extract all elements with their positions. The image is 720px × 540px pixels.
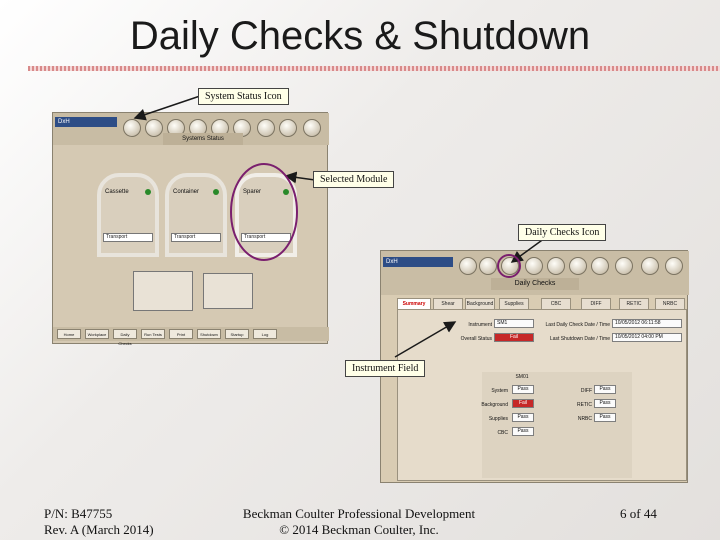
result-label: RETIC (577, 402, 592, 408)
module-status-box: Transport (171, 233, 221, 242)
window-title: Systems Status (163, 133, 243, 145)
footer-copyright (200, 506, 518, 538)
module-status-box: Transport (241, 233, 291, 242)
overall-status-label: Overall Status (460, 336, 492, 342)
result-value: Pass (594, 385, 616, 394)
result-value: Pass (594, 399, 616, 408)
organization: Beckman Coulter Professional Development (242, 506, 476, 521)
result-value: Pass (594, 413, 616, 422)
result-label: NRBC (577, 416, 592, 422)
app-logo: DxH (55, 117, 117, 127)
callout-selected-module: Selected Module (313, 171, 394, 188)
callout-system-status-icon: System Status Icon (198, 88, 289, 105)
last-daily-check-field: 10/05/2012 06:11:58 (612, 319, 682, 328)
window-title: Daily Checks (491, 278, 579, 290)
instrument-field[interactable]: SM1 (494, 319, 534, 328)
tab-retic[interactable]: RETIC (619, 298, 649, 309)
result-label: CBC (497, 430, 508, 436)
result-value: Fail (512, 399, 534, 408)
result-value: Pass (512, 413, 534, 422)
tab-summary[interactable]: Summary (397, 298, 431, 309)
bottom-button[interactable]: Home (57, 329, 81, 339)
app-logo: DxH (383, 257, 453, 267)
callout-instrument-field: Instrument Field (345, 360, 425, 377)
bottom-button[interactable]: Shutdown (197, 329, 221, 339)
tab-background[interactable]: Background (465, 298, 495, 309)
arrow-system-status (135, 96, 200, 118)
instrument-label: Instrument (468, 322, 492, 328)
result-label: Background (481, 402, 508, 408)
page-number: 6 of 44 (620, 506, 657, 521)
arrow-instrument-field (395, 322, 455, 357)
last-daily-check-label: Last Daily Check Date / Time (545, 322, 610, 328)
result-value: Pass (512, 385, 534, 394)
arrow-selected-module (286, 176, 315, 180)
tab-shear[interactable]: Shear (433, 298, 463, 309)
footer-part-number (44, 506, 154, 538)
module-label: Container (173, 189, 200, 195)
module-label: Sparer (243, 189, 262, 195)
bottom-button[interactable]: Print (169, 329, 193, 339)
selected-module-highlight (231, 164, 297, 260)
bottom-button[interactable]: Startup (225, 329, 249, 339)
slide-title: Daily Checks & Shutdown (129, 14, 591, 58)
overall-status-field: Fail (494, 333, 534, 342)
module-status-box: Transport (103, 233, 153, 242)
result-label: System (491, 388, 508, 394)
revision: Rev. A (March 2014) (44, 522, 154, 537)
tab-diff[interactable]: DIFF (581, 298, 611, 309)
result-label: Supplies (488, 416, 508, 422)
bottom-button[interactable]: Workplace (85, 329, 109, 339)
result-label: DIFF (580, 388, 592, 394)
part-number: P/N: B47755 (44, 506, 113, 521)
module-label: Cassette (105, 189, 129, 195)
daily-checks-icon-highlight (498, 255, 520, 277)
result-value: Pass (512, 427, 534, 436)
tab-supplies[interactable]: Supplies (499, 298, 529, 309)
bottom-button[interactable]: Daily Checks (113, 329, 137, 339)
copyright: © 2014 Beckman Coulter, Inc. (279, 522, 439, 537)
last-shutdown-label: Last Shutdown Date / Time (549, 336, 610, 342)
tab-nrbc[interactable]: NRBC (655, 298, 685, 309)
results-header: SM01 (515, 374, 529, 380)
last-shutdown-field: 10/05/2012 04:00 PM (612, 333, 682, 342)
callout-daily-checks-icon: Daily Checks Icon (518, 224, 606, 241)
bottom-button[interactable]: Run Tests (141, 329, 165, 339)
tab-cbc[interactable]: CBC (541, 298, 571, 309)
bottom-button[interactable]: Log (253, 329, 277, 339)
